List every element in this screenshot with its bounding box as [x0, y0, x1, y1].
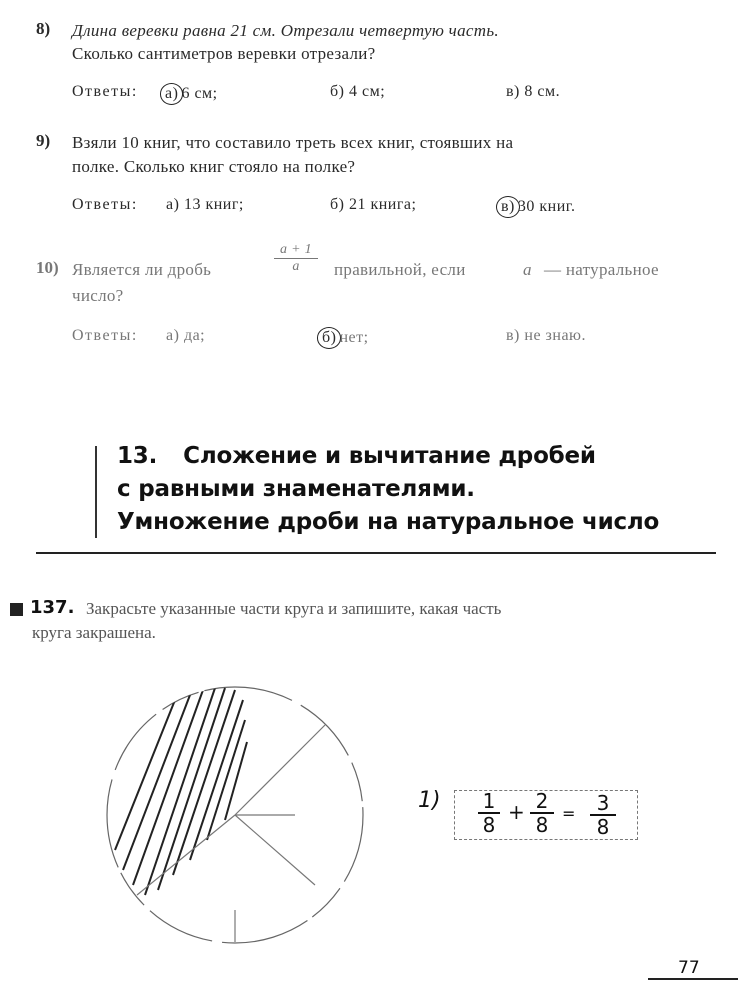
option-text: 4 см;: [348, 83, 386, 100]
question-8-text-line2: Сколько сантиметров веревки отрезали?: [72, 44, 376, 63]
option-c[interactable]: [496, 196, 576, 218]
fraction-2: [530, 790, 554, 836]
fraction-1-numerator: 1: [478, 790, 500, 814]
hatched-region: [107, 687, 247, 895]
plus-sign: +: [508, 800, 525, 824]
section-title-line3: Умножение дроби на натуральное число: [117, 509, 660, 535]
option-b[interactable]: [317, 327, 369, 349]
option-c[interactable]: [506, 327, 586, 345]
question-8-answers: [72, 83, 712, 107]
option-text: 21 книга;: [348, 196, 417, 213]
fraction-3-denominator: 8: [596, 815, 610, 839]
task-number: 137.: [30, 597, 75, 618]
fraction-3-numerator: 3: [590, 792, 616, 816]
variable: a: [523, 260, 532, 279]
section-title-line1: Сложение и вычитание дробей: [183, 443, 596, 469]
option-letter: в): [506, 327, 520, 344]
task-marker-icon: [10, 603, 23, 616]
option-b[interactable]: [330, 196, 416, 214]
question-10-text-line2: число?: [72, 286, 124, 305]
answers-label: Ответы:: [72, 327, 138, 344]
question-10-answers: [72, 327, 712, 351]
option-letter: б): [330, 83, 345, 100]
question-10-text-line1: [72, 242, 717, 282]
section-title-line2: с равными знаменателями.: [117, 476, 475, 502]
circle-mark: а): [160, 83, 183, 105]
page-number: 77: [678, 958, 700, 978]
task-text: [86, 597, 726, 621]
circle-figure: [95, 680, 375, 950]
option-letter: а): [166, 196, 180, 213]
text-part: — натуральное: [544, 260, 659, 279]
fraction-numerator: a + 1: [274, 242, 318, 259]
page-number-underline: [648, 978, 738, 980]
fraction: [274, 242, 318, 275]
fraction-denominator: a: [292, 259, 300, 274]
option-text: 13 книг;: [183, 196, 244, 213]
question-9-text-line1: Взяли 10 книг, что составило треть всех книг, стоявших на: [72, 133, 514, 152]
handwritten-label: 1): [418, 788, 441, 813]
question-8-number: 8): [36, 19, 51, 38]
option-text: да;: [183, 327, 206, 344]
fraction-1: [478, 790, 500, 836]
option-letter: б): [330, 196, 345, 213]
option-a[interactable]: [160, 83, 218, 105]
equals-sign: =: [562, 804, 576, 823]
text-part: Является ли дробь: [72, 260, 212, 279]
option-letter: а): [166, 327, 180, 344]
question-9-answers: [72, 196, 712, 220]
fraction-2-numerator: 2: [530, 790, 554, 814]
question-10-number: 10): [36, 258, 59, 277]
section-number: 13.: [117, 443, 158, 469]
question-9-text-line2: полке. Сколько книг стояло на полке?: [72, 157, 356, 176]
option-c[interactable]: [506, 83, 560, 101]
fraction-3: [590, 792, 616, 838]
circle-mark: б): [317, 327, 341, 349]
option-text: 30 книг.: [517, 198, 576, 215]
option-b[interactable]: [330, 83, 385, 101]
section-rule: [36, 552, 716, 554]
option-a[interactable]: [166, 327, 205, 345]
circle-mark: в): [496, 196, 520, 218]
section-title: [117, 440, 659, 539]
option-a[interactable]: [166, 196, 244, 214]
option-text: 6 см;: [181, 85, 218, 102]
fraction-1-denominator: 8: [482, 813, 496, 837]
answers-label: Ответы:: [72, 196, 138, 213]
option-text: нет;: [339, 329, 369, 346]
task-text-line1: Закрасьте указанные части круга и запишите, какая часть: [86, 599, 502, 618]
option-text: 8 см.: [524, 83, 561, 100]
answers-label: Ответы:: [72, 83, 138, 100]
question-8-text-line1: Длина веревки равна 21 см. Отрезали четвертую часть.: [72, 21, 499, 40]
option-text: не знаю.: [524, 327, 586, 344]
section-bar: [95, 446, 97, 538]
text-part: правильной, если: [334, 260, 466, 279]
question-9-number: 9): [36, 131, 51, 150]
fraction-2-denominator: 8: [535, 813, 549, 837]
option-letter: в): [506, 83, 520, 100]
task-text-line2: круга закрашена.: [32, 623, 156, 642]
